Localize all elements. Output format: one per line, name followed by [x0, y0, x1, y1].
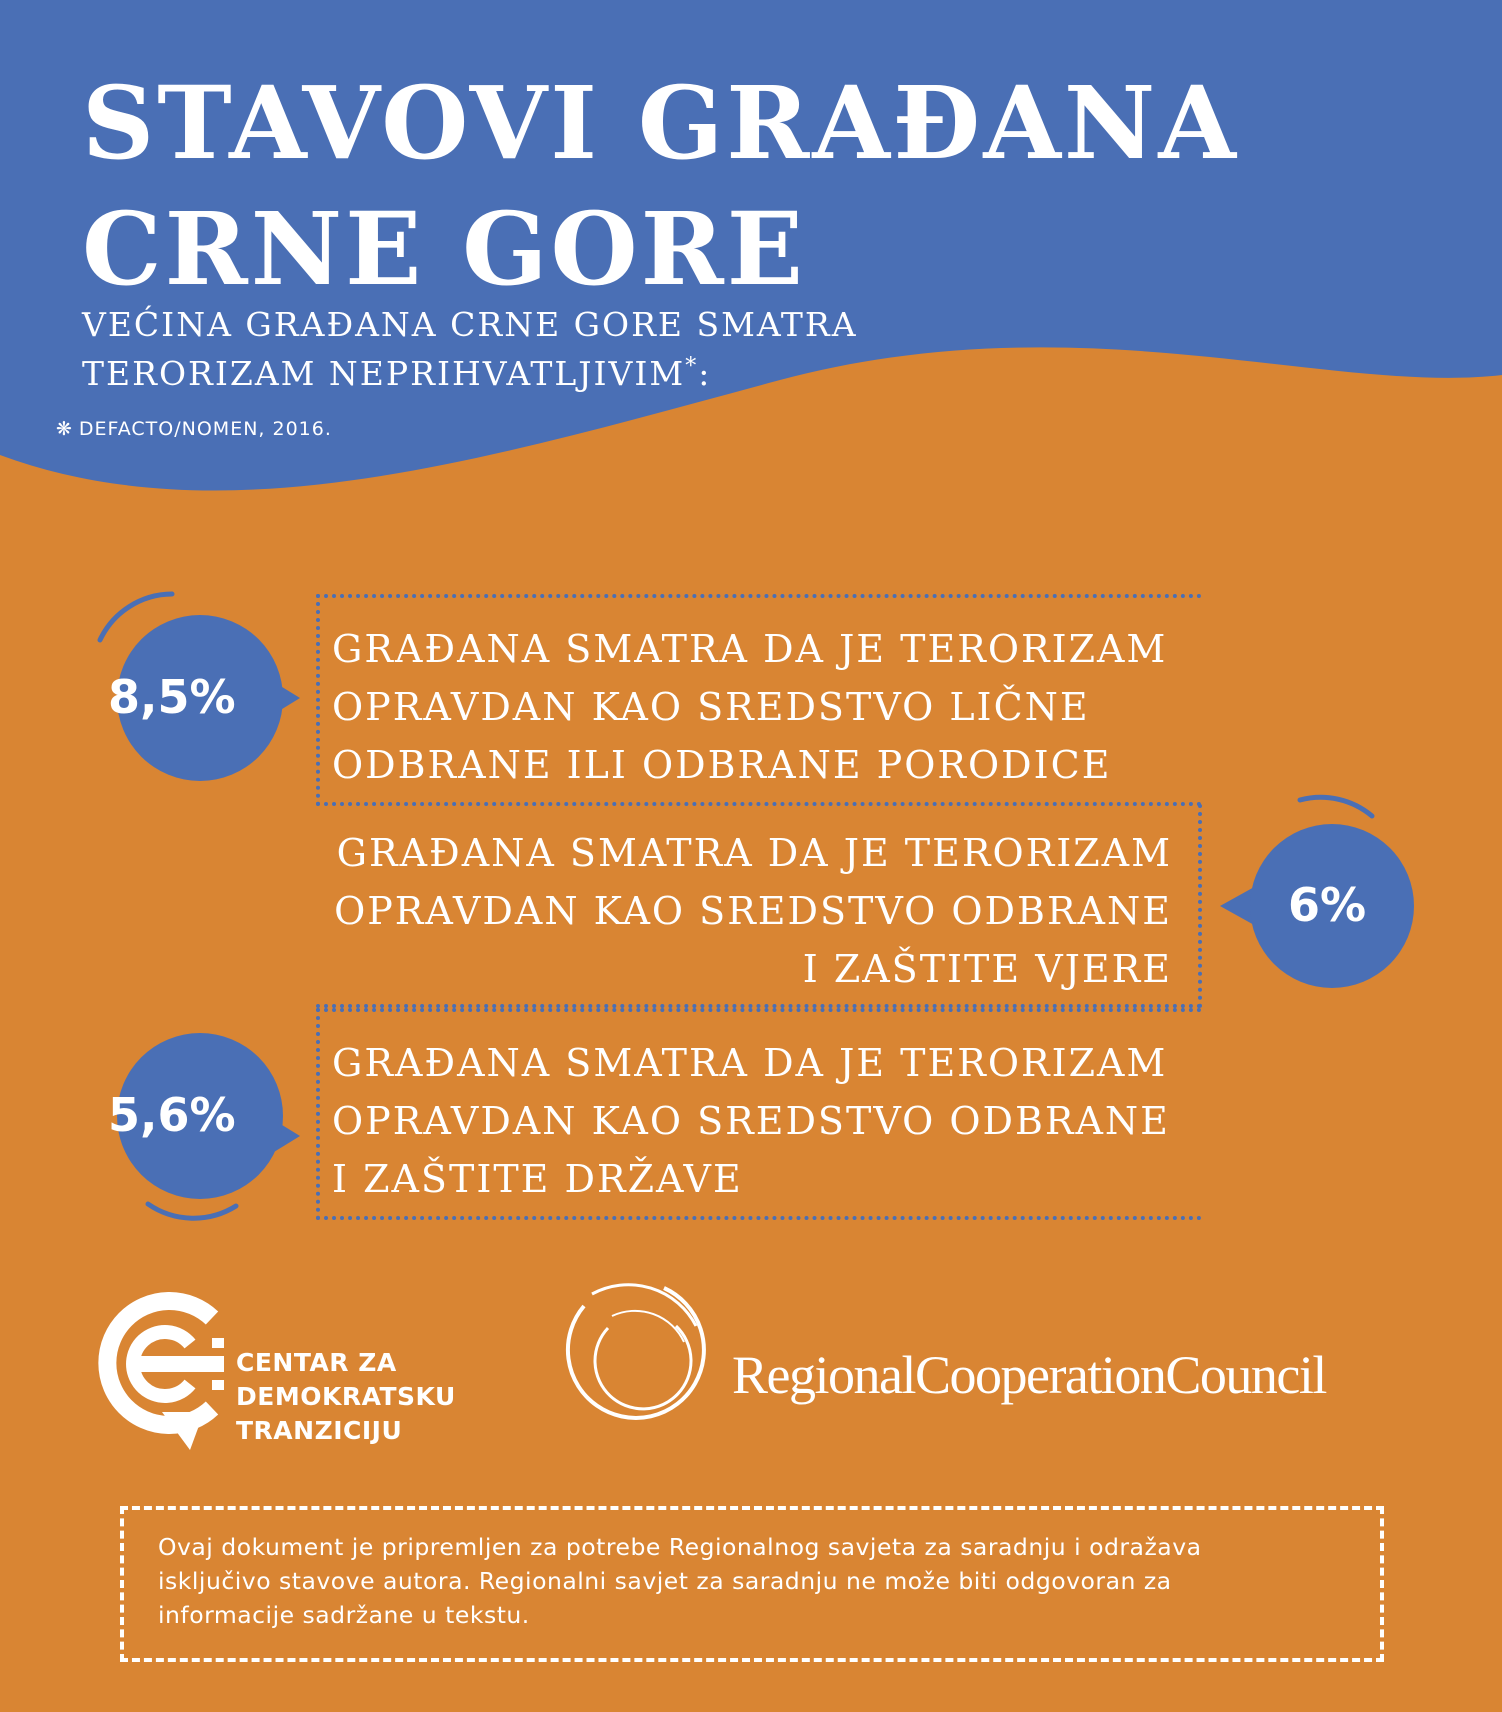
source-note — [56, 418, 332, 440]
cdt-line-2: DEMOKRATSKU — [236, 1382, 456, 1411]
source-text: DEFACTO/NOMEN, 2016. — [78, 418, 332, 440]
title-line-2: CRNE GORE — [82, 190, 806, 308]
stat-3-line-2: OPRAVDAN KAO SREDSTVO ODBRANE — [332, 1099, 1170, 1143]
stat-1-line-1: GRAĐANA SMATRA DA JE TERORIZAM — [332, 627, 1168, 671]
stat-3-line-1: GRAĐANA SMATRA DA JE TERORIZAM — [332, 1041, 1168, 1085]
subtitle — [82, 304, 858, 395]
stat-value-2: 6% — [1288, 878, 1367, 932]
cdt-line-1: CENTAR ZA — [236, 1348, 397, 1377]
stat-1-line-3: ODBRANE ILI ODBRANE PORODICE — [332, 743, 1112, 787]
subtitle-line-1: VEĆINA GRAĐANA CRNE GORE SMATRA — [82, 305, 858, 344]
cdt-logo-text — [236, 1346, 456, 1448]
cdt-line-3: TRANZICIJU — [236, 1416, 403, 1445]
stat-value-1: 8,5% — [108, 670, 236, 724]
stat-box-2 — [316, 804, 1202, 1008]
stat-1-line-2: OPRAVDAN KAO SREDSTVO LIČNE — [332, 685, 1090, 729]
subtitle-line-2: TERORIZAM NEPRIHVATLJIVIM — [82, 354, 686, 393]
page-title — [82, 60, 1239, 312]
stat-3-line-3: I ZAŠTITE DRŽAVE — [332, 1157, 743, 1201]
rcc-logo-icon — [556, 1266, 716, 1430]
stat-2-line-1: GRAĐANA SMATRA DA JE TERORIZAM — [336, 831, 1172, 875]
stat-2-line-3: I ZAŠTITE VJERE — [802, 947, 1172, 991]
subtitle-colon: : — [698, 354, 712, 393]
disclaimer-box — [120, 1506, 1384, 1662]
disclaimer-line-1: Ovaj dokument je pripremljen za potrebe Regionalnog savjeta za saradnju i odražava — [158, 1533, 1202, 1561]
rcc-logo-text: RegionalCooperationCouncil — [732, 1345, 1326, 1405]
title-line-1: STAVOVI GRAĐANA — [82, 64, 1239, 182]
stat-box-3 — [316, 1008, 1202, 1220]
footnote-star: * — [685, 354, 699, 379]
stat-value-3: 5,6% — [108, 1088, 236, 1142]
stat-2-line-2: OPRAVDAN KAO SREDSTVO ODBRANE — [334, 889, 1172, 933]
disclaimer-line-2: isključivo stavove autora. Regionalni savjet za saradnju ne može biti odgovoran za — [158, 1567, 1172, 1595]
disclaimer-line-3: informacije sadržane u tekstu. — [158, 1601, 530, 1629]
cdt-logo-icon — [94, 1292, 234, 1456]
stat-box-1 — [316, 594, 1202, 806]
asterisk-icon: ❋ — [56, 418, 73, 440]
